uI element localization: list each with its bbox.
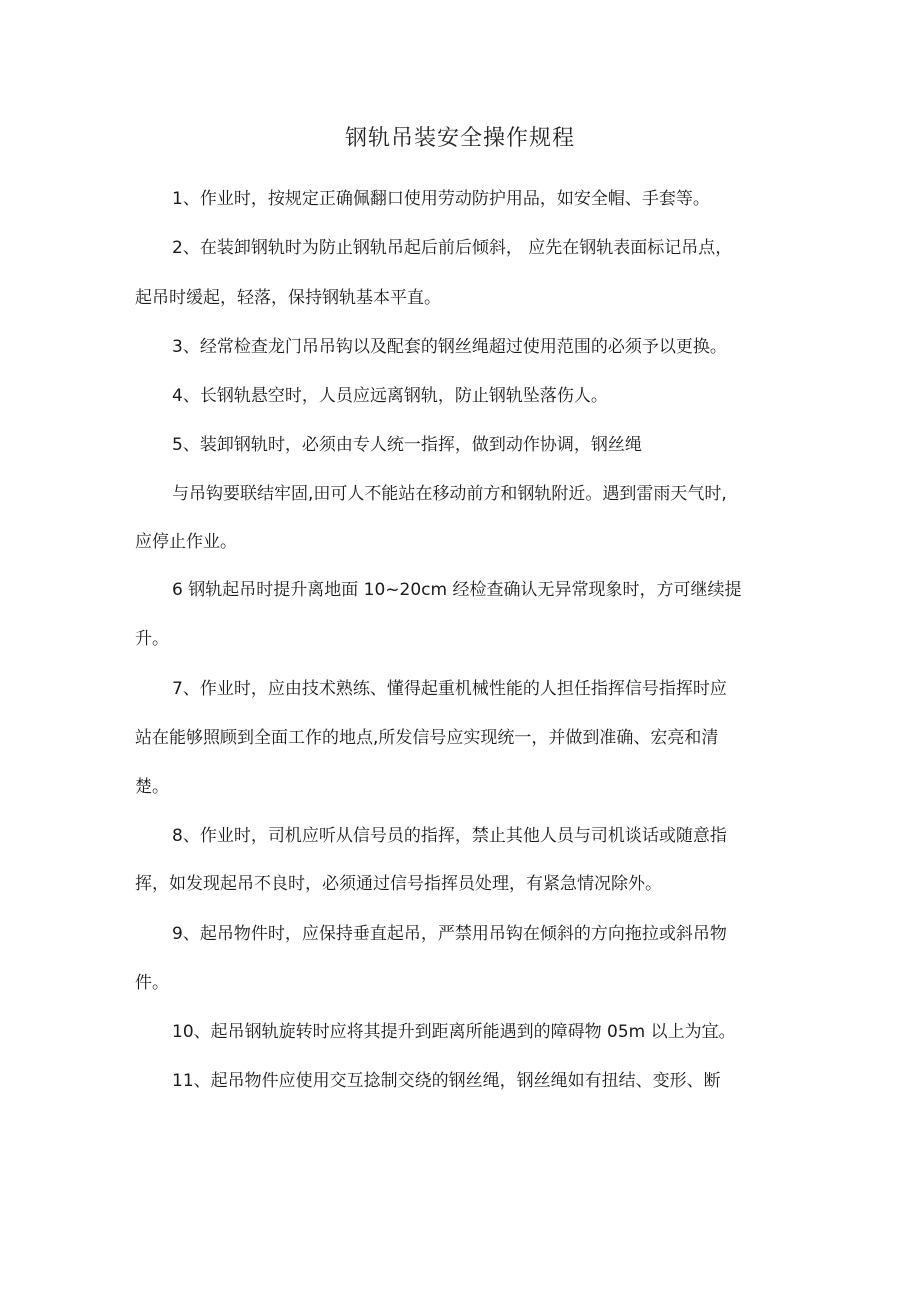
rule-5-line-1: 5、装卸钢轨时，必须由专人统一指挥，做到动作协调，钢丝绳 [172,435,642,455]
rule-10-line-1: 10、起吊钢轨旋转时应将其提升到距离所能遇到的障碍物 05m 以上为宜。 [172,1022,736,1042]
rule-3-line-1: 3、经常检查龙门吊吊钩以及配套的钢丝绳超过使用范围的必须予以更换。 [172,337,727,357]
rule-6-line-1: 6 钢轨起吊时提升离地面 10~20cm 经检查确认无异常现象时，方可继续提 [172,580,742,600]
rule-7-line-2: 站在能够照顾到全面工作的地点,所发信号应实现统一，并做到准确、宏亮和清 [135,728,719,748]
rule-5-line-3: 应停止作业。 [135,532,237,552]
document-title: 钢轨吊装安全操作规程 [344,126,575,151]
rule-7-line-3: 楚。 [135,777,169,797]
rule-1-line-1: 1、作业时，按规定正确佩翻口使用劳动防护用品，如安全帽、手套等。 [172,189,710,209]
rule-8-line-1: 8、作业时，司机应听从信号员的指挥，禁止其他人员与司机谈话或随意指 [172,826,727,846]
rule-2-line-1: 2、在装卸钢轨时为防止钢轨吊起后前后倾斜， 应先在钢轨表面标记吊点， [172,238,733,258]
rule-2-line-2: 起吊时缓起，轻落，保持钢轨基本平直。 [135,288,441,308]
rule-6-line-2: 升。 [135,629,169,649]
rule-9-line-2: 件。 [135,973,169,993]
rule-4-line-1: 4、长钢轨悬空时，人员应远离钢轨，防止钢轨坠落伤人。 [172,386,608,406]
rule-7-line-1: 7、作业时，应由技术熟练、懂得起重机械性能的人担任指挥信号指挥时应 [172,679,727,699]
rule-5-line-2: 与吊钩要联结牢固,田可人不能站在移动前方和钢轨附近。遇到雷雨天气时, [172,484,727,504]
rule-11-line-1: 11、起吊物件应使用交互捻制交绕的钢丝绳，钢丝绳如有扭结、变形、断 [172,1071,721,1091]
rule-8-line-2: 挥，如发现起吊不良时，必须通过信号指挥员处理，有紧急情况除外。 [135,874,662,894]
rule-9-line-1: 9、起吊物件时，应保持垂直起吊，严禁用吊钩在倾斜的方向拖拉或斜吊物 [172,924,727,944]
